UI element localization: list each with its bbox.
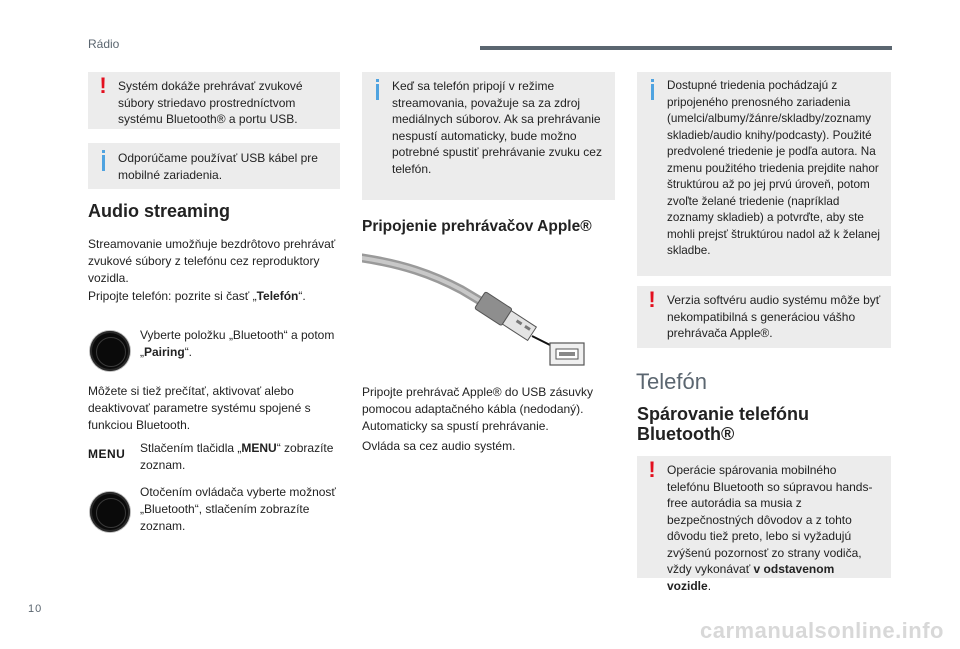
step-text: Otočením ovládača vyberte možnosť „Bluetooth“, stlačením zobrazíte zoznam. [140,485,336,533]
note-text: Dostupné triedenia pochádzajú z pripojeného prenosného zariadenia (umelci/albumy/žánre/skladby/zoznamy skladieb/audio knihy/podcasty). Použité predvolené triedenie je podľa autora. Na zmenu použitého triedenia prejdite nahor štruktúrou až po jej prvú úroveň, potom zvoľte želané triedenie (napríklad zoznamy skladieb) a potvrďte, aby ste mohli prejsť štruktúrou nadol až k želanej skladbe. [667,79,880,257]
paragraph [362,384,616,435]
info-icon [646,84,658,104]
info-note [88,143,340,189]
paragraph [88,383,342,434]
note-text: Operácie spárovania mobilného telefónu Bluetooth so súpravou hands-free autorádia sa musia z bezpečnostných dôvodov a z tohto dôvodu tiež preto, lebo si vyžadujú zvýšenú pozornosť zo strany vodiča, vždy vykonávať v odstavenom vozidle. [667,463,873,593]
info-icon [97,155,109,175]
rotary-knob-icon [90,492,130,532]
note-text: Verzia softvéru audio systému môže byť nekompatibilná s generáciou vášho prehrávača Apple®. [667,293,881,340]
header-rule [480,46,892,50]
page-number: 10 [28,603,43,615]
warning-note [88,72,340,129]
note-text: Systém dokáže prehrávať zvukové súbory striedavo prostredníctvom systému Bluetooth® a portu USB. [118,79,303,126]
warning-note [637,456,891,593]
step-text: Stlačením tlačidla „MENU“ zobrazíte zoznam. [140,441,334,472]
watermark: carmanualsonline.info [700,618,944,643]
pairing-ref: Pairing [144,345,185,359]
section-label: Rádio [88,37,120,51]
menu-button-icon: MENU [88,447,126,461]
section-heading: Spárovanie telefónu Bluetooth® [637,404,810,444]
usb-cable-illustration [362,250,592,372]
warning-exclamation-icon: ! [648,287,656,312]
bluetooth-params: Môžete si tiež prečítať, aktivovať alebo deaktivovať parametre systému spojené s funkciou Bluetooth. [88,384,311,432]
warning-exclamation-icon: ! [648,457,656,482]
audio-connect: Pripojte telefón: pozrite si časť „Telefón“. [88,289,306,303]
paragraph [88,288,342,305]
step-text: Vyberte položku „Bluetooth“ a potom „Pairing“. [140,328,335,359]
chapter-heading: Telefón [636,369,707,394]
audio-intro: Streamovanie umožňuje bezdrôtovo prehrávať zvukové súbory z telefónu cez reproduktory vozidla. [88,237,336,285]
info-icon [371,84,383,104]
rotary-knob-icon [90,331,130,371]
warning-note [637,286,891,348]
paragraph [362,438,616,455]
note-text: Odporúčame používať USB kábel pre mobilné zariadenia. [118,151,318,182]
menu-ref: MENU [241,441,277,455]
warning-exclamation-icon: ! [99,73,107,98]
parked-vehicle-emphasis: v odstavenom vozidle [667,562,835,593]
paragraph [88,236,342,287]
note-text: Keď sa telefón pripojí v režime streamovania, považuje sa za zdroj mediálnych súborov. Ak sa prehrávanie nespustí automaticky, bude možno potrebné spustiť prehrávanie zvuku cez telefón. [392,79,602,176]
apple-connect: Pripojte prehrávač Apple® do USB zásuvky pomocou adaptačného kábla (nedodaný). Automaticky sa spustí prehrávanie. [362,385,593,433]
apple-control: Ovláda sa cez audio systém. [362,439,516,453]
info-note [637,72,891,276]
section-heading: Audio streaming [88,201,231,221]
section-heading: Pripojenie prehrávačov Apple® [362,218,592,235]
info-note [362,72,615,200]
telefon-ref: Telefón [256,289,299,303]
